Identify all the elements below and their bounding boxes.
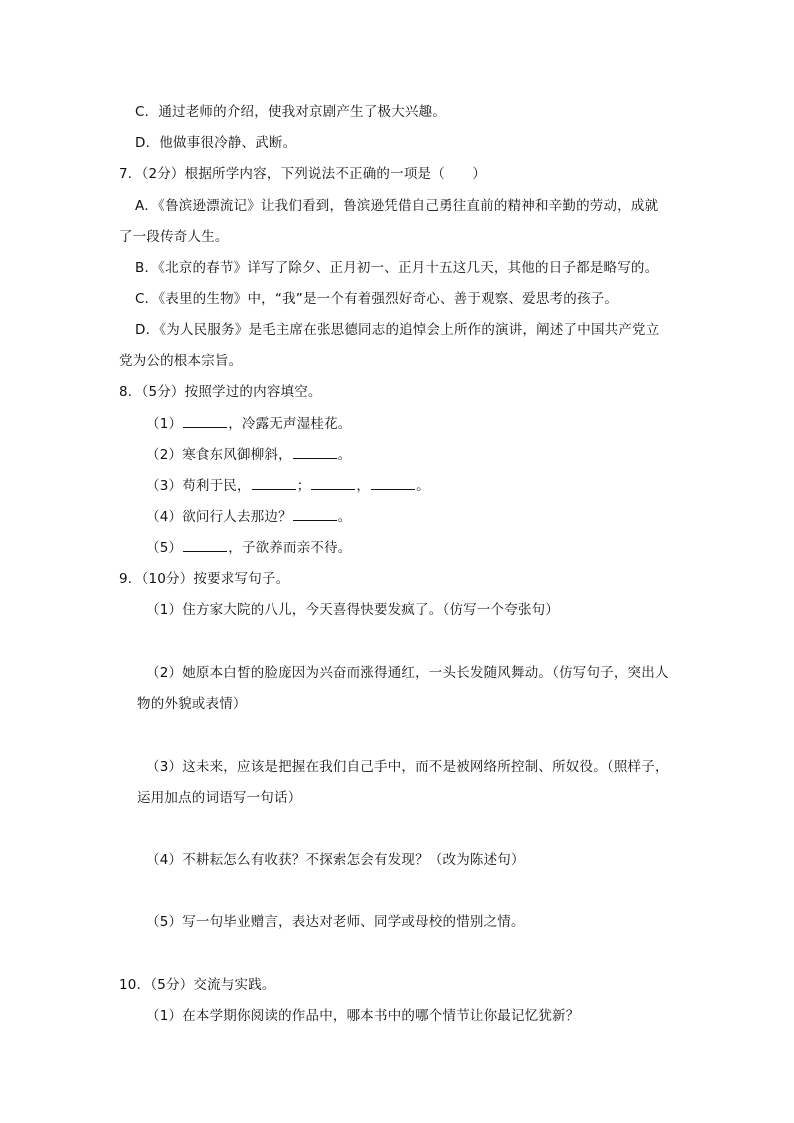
answer-blank[interactable] [293,507,337,521]
q7-option-c: C．《表里的生物》中，“我”是一个有着强烈好奇心、善于观察、爱思考的孩子。 [135,291,619,307]
q9-item-2-line2: 物的外貌或表情） [137,696,247,712]
q7-option-b: B．《北京的春节》详写了除夕、正月初一、正月十五这几天，其他的日子都是略写的。 [135,260,659,276]
q8-item-2 [146,445,352,465]
q10-stem: 10．（5分）交流与实践。 [119,977,276,993]
q9-item-1: （1）住方家大院的八儿，今天喜得快要发疯了。（仿写一个夸张句） [146,602,560,618]
q8-item-4-prefix: （4）欲问行人去那边？ [146,509,292,525]
q8-item-1-prefix: （1） [146,416,183,432]
q6-option-d: D．他做事很冷静、武断。 [135,135,297,151]
q9-item-5: （5）写一句毕业赠言，表达对老师、同学或母校的惜别之情。 [146,914,525,930]
q8-item-3-suffix: 。 [416,478,430,494]
answer-blank[interactable] [252,476,296,490]
q8-item-3-sep1: ； [296,478,311,494]
answer-blank[interactable] [183,538,227,552]
q8-item-4-suffix: 。 [337,509,352,525]
q9-stem: 9．（10分）按要求写句子。 [119,571,290,587]
q9-item-3-line1: （3）这未来，应该是把握在我们自己手中，而不是被网络所控制、所奴役。（照样子， [146,759,669,775]
q8-item-2-suffix: 。 [337,447,352,463]
q7-option-d-line2: 党为公的根本宗旨。 [119,353,243,369]
q8-item-1-suffix: ，冷露无声湿桂花。 [228,416,352,432]
q7-option-a-line1: A．《鲁滨逊漂流记》让我们看到，鲁滨逊凭借自己勇往直前的精神和辛勤的劳动，成就 [135,198,659,214]
q7-option-d-line1: D．《为人民服务》是毛主席在张思德同志的追悼会上所作的演讲，阐述了中国共产党立 [135,322,660,338]
answer-blank[interactable] [293,445,337,459]
q8-item-5-prefix: （5） [146,540,183,556]
q8-item-3 [146,476,430,496]
q8-item-1 [146,414,352,434]
q8-item-3-prefix: （3）苟利于民， [146,478,251,494]
answer-blank[interactable] [183,414,227,428]
q9-item-2-line1: （2）她原本白皙的脸庞因为兴奋而涨得通红，一头长发随风舞动。（仿写句子，突出人 [146,665,669,681]
q8-item-5-suffix: ，子欲养而亲不待。 [228,540,352,556]
q9-item-3-line2: 运用加点的词语写一句话） [137,790,302,806]
q8-stem: 8．（5分）按照学过的内容填空。 [119,384,322,400]
answer-blank[interactable] [371,476,415,490]
answer-blank[interactable] [311,476,355,490]
q6-option-c: C．通过老师的介绍，使我对京剧产生了极大兴趣。 [135,104,447,120]
q7-option-a-line2: 了一段传奇人生。 [119,229,229,245]
q8-item-5 [146,538,352,558]
q8-item-4 [146,507,352,527]
q8-item-2-prefix: （2）寒食东风御柳斜， [146,447,292,463]
q8-item-3-sep2: ， [356,478,371,494]
q7-stem: 7．（2分）根据所学内容，下列说法不正确的一项是（ ） [119,166,487,182]
q10-item-1: （1）在本学期你阅读的作品中，哪本书中的哪个情节让你最记忆犹新？ [146,1008,580,1024]
q9-item-4: （4）不耕耘怎么有收获？不探索怎会有发现？（改为陈述句） [146,852,525,868]
